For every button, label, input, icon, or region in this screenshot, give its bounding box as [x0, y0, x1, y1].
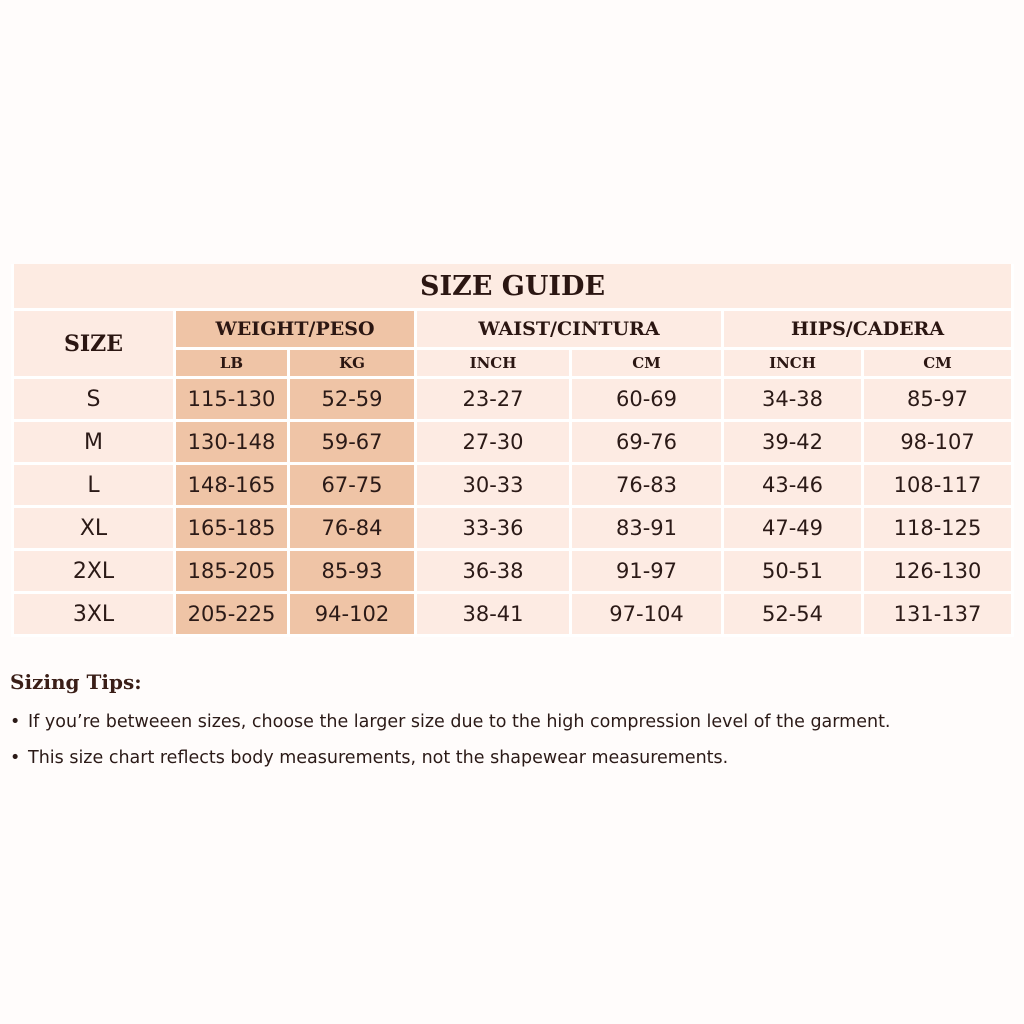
tip-text: This size chart reflects body measurements, not the shapewear measurements. — [28, 748, 729, 768]
weight-lb-cell: 185-205 — [175, 550, 289, 593]
sizing-tips — [10, 670, 891, 776]
waist-inch-header: INCH — [416, 349, 571, 378]
bullet-icon: • — [10, 712, 21, 732]
weight-lb-cell: 165-185 — [175, 507, 289, 550]
weight-lb-cell: 130-148 — [175, 421, 289, 464]
table-title: SIZE GUIDE — [13, 264, 1013, 310]
waist-inch-cell: 23-27 — [416, 378, 571, 421]
hips-header: HIPS/CADERA — [723, 310, 1013, 349]
waist-cm-cell: 91-97 — [571, 550, 723, 593]
tip-item — [10, 704, 891, 740]
bullet-icon: • — [10, 748, 21, 768]
hips-cm-cell: 126-130 — [863, 550, 1013, 593]
hips-cm-cell: 85-97 — [863, 378, 1013, 421]
waist-inch-cell: 38-41 — [416, 593, 571, 636]
hips-cm-cell: 118-125 — [863, 507, 1013, 550]
waist-cm-cell: 60-69 — [571, 378, 723, 421]
waist-cm-cell: 76-83 — [571, 464, 723, 507]
size-cell: XL — [13, 507, 175, 550]
waist-inch-cell: 36-38 — [416, 550, 571, 593]
weight-kg-header: KG — [289, 349, 416, 378]
hips-inch-cell: 34-38 — [723, 378, 863, 421]
hips-inch-cell: 52-54 — [723, 593, 863, 636]
weight-lb-cell: 205-225 — [175, 593, 289, 636]
hips-inch-cell: 47-49 — [723, 507, 863, 550]
size-guide — [11, 264, 1011, 637]
weight-lb-header: LB — [175, 349, 289, 378]
tip-text: If you’re betweeen sizes, choose the larger size due to the high compression level of the garment. — [28, 712, 891, 732]
sizing-tips-list — [10, 704, 891, 776]
weight-lb-cell: 115-130 — [175, 378, 289, 421]
table-row — [13, 550, 1013, 593]
table-row — [13, 421, 1013, 464]
hips-cm-header: CM — [863, 349, 1013, 378]
waist-header: WAIST/CINTURA — [416, 310, 723, 349]
hips-cm-cell: 131-137 — [863, 593, 1013, 636]
weight-lb-cell: 148-165 — [175, 464, 289, 507]
weight-kg-cell: 94-102 — [289, 593, 416, 636]
table-row — [13, 464, 1013, 507]
size-cell: 3XL — [13, 593, 175, 636]
weight-kg-cell: 76-84 — [289, 507, 416, 550]
size-header: SIZE — [13, 310, 175, 378]
waist-inch-cell: 33-36 — [416, 507, 571, 550]
hips-inch-header: INCH — [723, 349, 863, 378]
hips-inch-cell: 50-51 — [723, 550, 863, 593]
size-cell: 2XL — [13, 550, 175, 593]
size-cell: L — [13, 464, 175, 507]
tip-item — [10, 740, 891, 776]
waist-cm-cell: 97-104 — [571, 593, 723, 636]
waist-cm-cell: 83-91 — [571, 507, 723, 550]
weight-kg-cell: 67-75 — [289, 464, 416, 507]
hips-cm-cell: 98-107 — [863, 421, 1013, 464]
hips-inch-cell: 39-42 — [723, 421, 863, 464]
table-row — [13, 593, 1013, 636]
weight-kg-cell: 85-93 — [289, 550, 416, 593]
hips-cm-cell: 108-117 — [863, 464, 1013, 507]
waist-cm-header: CM — [571, 349, 723, 378]
weight-kg-cell: 59-67 — [289, 421, 416, 464]
sizing-tips-heading: Sizing Tips: — [10, 670, 142, 694]
table-row — [13, 378, 1013, 421]
size-cell: M — [13, 421, 175, 464]
size-cell: S — [13, 378, 175, 421]
size-table — [11, 264, 1014, 637]
waist-inch-cell: 30-33 — [416, 464, 571, 507]
weight-kg-cell: 52-59 — [289, 378, 416, 421]
hips-inch-cell: 43-46 — [723, 464, 863, 507]
weight-header: WEIGHT/PESO — [175, 310, 416, 349]
waist-inch-cell: 27-30 — [416, 421, 571, 464]
table-row — [13, 507, 1013, 550]
waist-cm-cell: 69-76 — [571, 421, 723, 464]
